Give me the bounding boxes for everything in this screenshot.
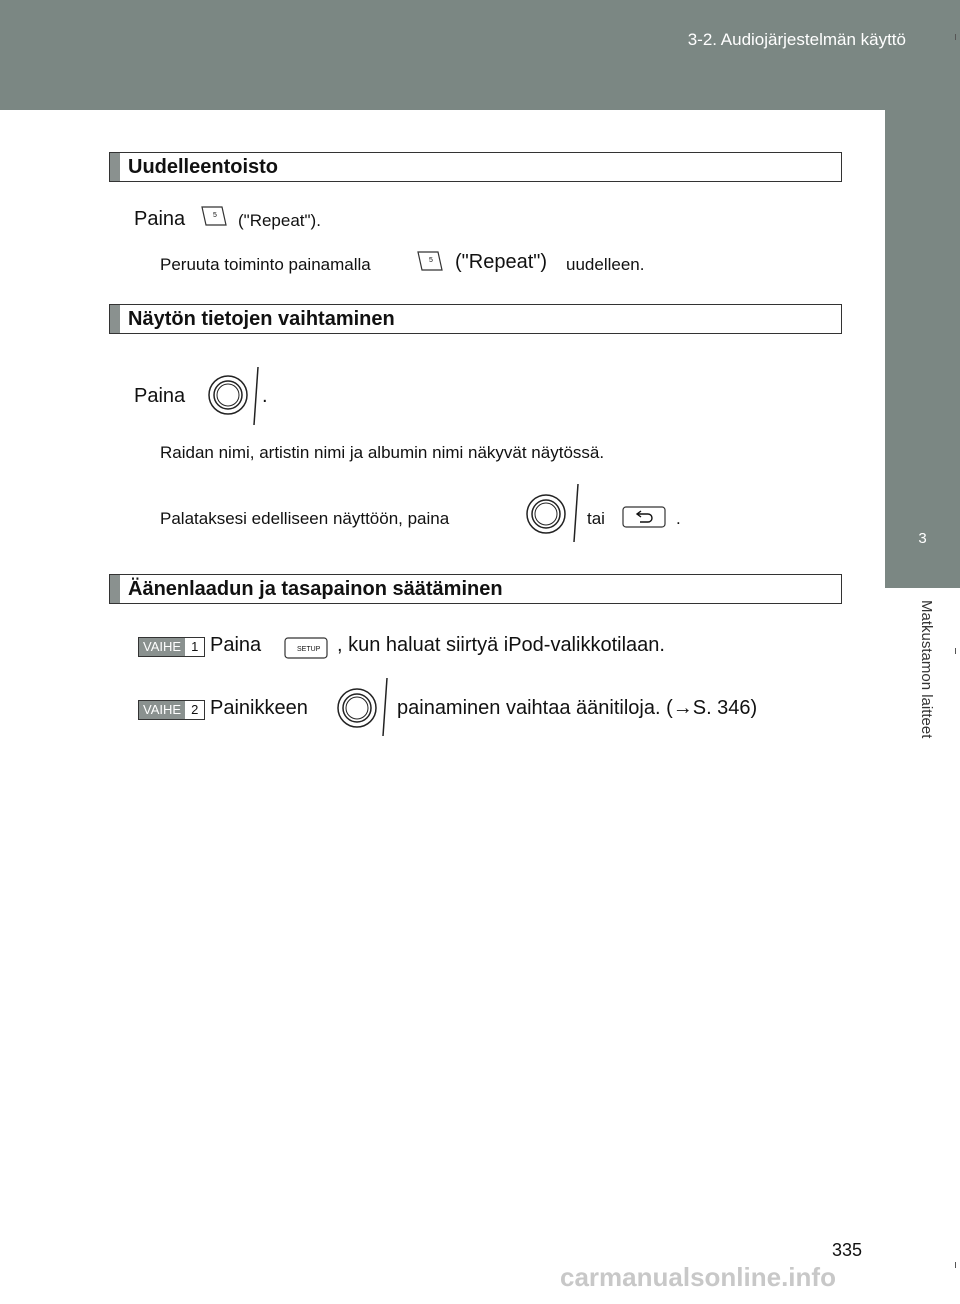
repeat-note-suffix-2: uudelleen.	[566, 255, 645, 274]
step-label: VAIHE	[139, 638, 185, 656]
display-info: Raidan nimi, artistin nimi ja albumin nimi näkyvät näytössä.	[160, 443, 605, 462]
display-back-suffix: .	[676, 509, 681, 528]
step1-prefix: Paina	[210, 634, 262, 656]
step1-suffix: , kun haluat siirtyä iPod-valikkotilaan.	[337, 634, 665, 656]
setup-button-icon	[284, 637, 328, 659]
chapter-tab	[885, 470, 960, 588]
page-number: 335	[832, 1240, 863, 1260]
repeat-press-prefix: Paina	[134, 208, 186, 230]
step-number: 2	[185, 701, 204, 719]
setup-label: SETUP	[297, 646, 321, 653]
key-label: 5	[213, 212, 217, 219]
step-number: 1	[185, 638, 204, 656]
repeat-note-prefix: Peruuta toiminto painamalla	[160, 255, 371, 274]
display-back-prefix: Palataksesi edelliseen näyttöön, paina	[160, 509, 450, 528]
section-title: Näytön tietojen vaihtaminen	[128, 308, 395, 330]
section-title: Uudelleentoisto	[128, 156, 279, 178]
display-back-mid: tai	[587, 509, 605, 528]
step2-suffix: painaminen vaihtaa äänitiloja. (→S. 346)	[397, 697, 758, 719]
crop-tick	[955, 648, 956, 654]
preset-5-button-icon	[200, 205, 228, 227]
repeat-press-suffix: ("Repeat").	[238, 211, 321, 230]
chapter-title: 3-2. Audiojärjestelmän käyttö	[687, 30, 906, 49]
display-press-suffix: .	[262, 385, 268, 407]
repeat-note-suffix-1: ("Repeat")	[455, 251, 548, 273]
tune-knob-icon	[333, 676, 391, 738]
header-band	[0, 0, 960, 110]
chapter-number: 3	[918, 530, 927, 547]
section-title: Äänenlaadun ja tasapainon säätäminen	[128, 578, 503, 600]
side-strip	[885, 110, 960, 470]
preset-5-button-icon	[416, 250, 444, 272]
tune-knob-icon	[522, 482, 580, 544]
section-heading-display	[109, 304, 842, 334]
display-press-prefix: Paina	[134, 385, 186, 407]
section-heading-repeat	[109, 152, 842, 182]
watermark: carmanualsonline.info	[560, 1262, 836, 1292]
step-label: VAIHE	[139, 701, 185, 719]
section-heading-sound	[109, 574, 842, 604]
key-label: 5	[429, 257, 433, 264]
crop-tick	[955, 34, 956, 40]
crop-tick	[955, 1262, 956, 1268]
step-badge-2	[138, 700, 205, 720]
back-button-icon	[622, 506, 666, 528]
chapter-vertical-label: Matkustamon laitteet	[918, 600, 935, 739]
step2-prefix: Painikkeen	[210, 697, 308, 719]
tune-knob-icon	[206, 365, 264, 427]
step-badge-1	[138, 637, 205, 657]
